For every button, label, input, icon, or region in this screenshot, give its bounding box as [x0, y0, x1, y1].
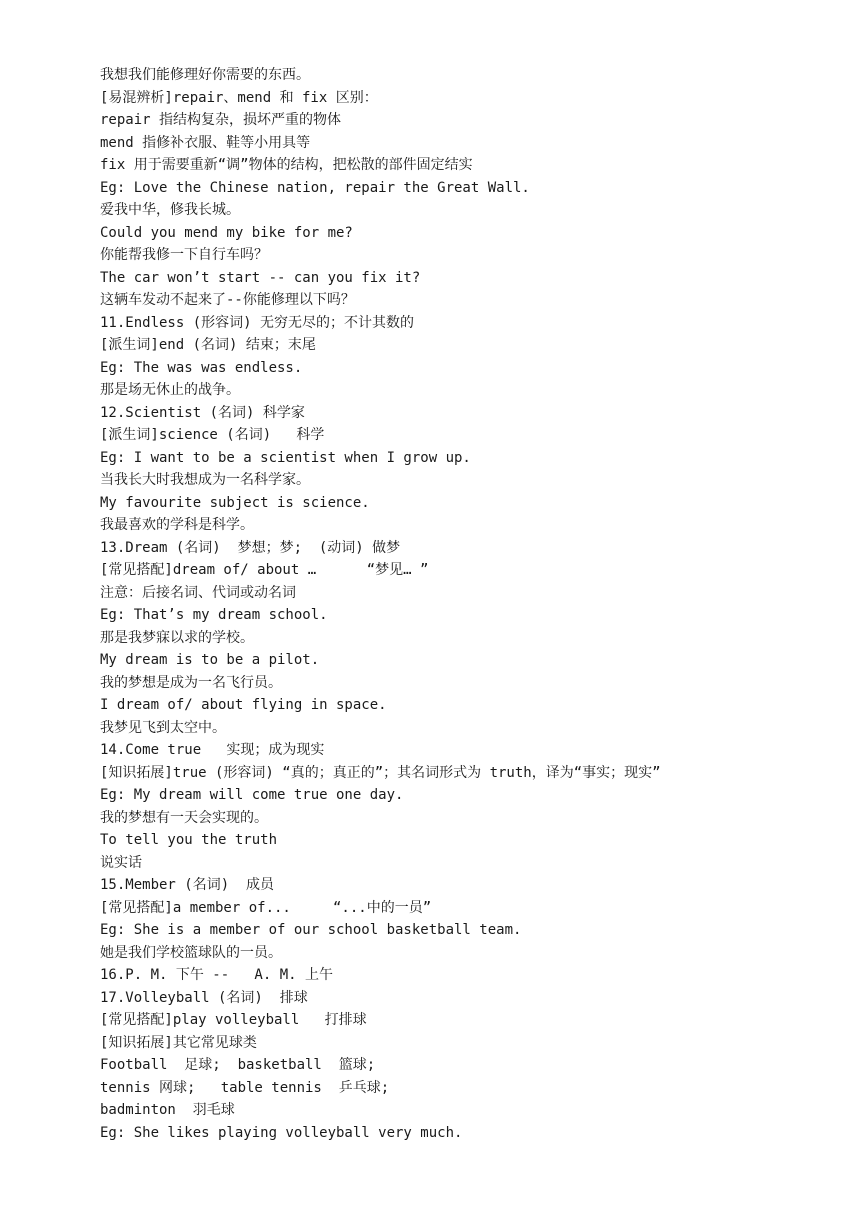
text-line: 15.Member (名词) 成员 [100, 877, 275, 893]
text-line: Eg: I want to be a scientist when I grow up. [100, 449, 471, 466]
text-line: [常见搭配]a member of... “...中的一员” [100, 899, 432, 916]
text-line: tennis 网球; table tennis 乒乓球; [100, 1079, 390, 1096]
text-line: Football 足球; basketball 篮球; [100, 1057, 376, 1073]
text-line: 那是场无休止的战争。 [100, 382, 240, 398]
text-line: My favourite subject is science. [100, 494, 370, 511]
text-line: The car won’t start -- can you fix it? [100, 269, 421, 286]
text-line: 我的梦想有一天会实现的。 [100, 809, 268, 826]
text-line: 12.Scientist (名词) 科学家 [100, 404, 305, 421]
text-line: 注意：后接名词、代词或动名词 [100, 584, 296, 601]
text-line: [常见搭配]play volleyball 打排球 [100, 1012, 367, 1028]
text-line: I dream of/ about flying in space. [100, 697, 387, 713]
text-line: 我的梦想是成为一名飞行员。 [100, 674, 282, 691]
text-line: repair 指结构复杂，损坏严重的物体 [100, 112, 342, 128]
text-line: 你能帮我修一下自行车吗？ [100, 247, 268, 263]
text-line: mend 指修补衣服、鞋等小用具等 [100, 134, 311, 151]
text-line: [派生词]science (名词) 科学 [100, 427, 325, 443]
text-line: badminton 羽毛球 [100, 1102, 235, 1118]
text-line: 11.Endless (形容词) 无穷无尽的；不计其数的 [100, 314, 415, 331]
text-line: 17.Volleyball (名词) 排球 [100, 989, 308, 1006]
text-line: [易混辨析]repair、mend 和 fix 区别： [100, 89, 378, 106]
text-line: 我想我们能修理好你需要的东西。 [100, 67, 310, 83]
text-line: 当我长大时我想成为一名科学家。 [100, 472, 310, 488]
text-line: [知识拓展]其它常见球类 [100, 1034, 257, 1051]
text-line: [知识拓展]true (形容词) “真的；真正的”；其名词形式为 truth，译为“事实；现实” [100, 764, 661, 781]
text-line: 我梦见飞到太空中。 [100, 719, 226, 736]
text-line: [常见搭配]dream of/ about … “梦见… ” [100, 562, 429, 578]
text-line: 13.Dream (名词) 梦想；梦; (动词) 做梦 [100, 539, 401, 556]
text-line: Eg: She likes playing volleyball very much. [100, 1124, 463, 1141]
text-line: To tell you the truth [100, 832, 278, 848]
text-line: [派生词]end (名词) 结束；末尾 [100, 337, 316, 353]
text-line: 这辆车发动不起来了--你能修理以下吗？ [100, 292, 355, 308]
text-line: fix 用于需要重新“调”物体的结构，把松散的部件固定结实 [100, 157, 473, 173]
text-line: Eg: That’s my dream school. [100, 607, 328, 623]
text-line: 那是我梦寐以求的学校。 [100, 629, 254, 646]
text-line: 爱我中华，修我长城。 [100, 202, 240, 218]
text-line: 14.Come true 实现；成为现实 [100, 742, 325, 758]
text-line: 她是我们学校篮球队的一员。 [100, 944, 282, 961]
document-body [100, 64, 800, 1144]
text-line: Could you mend my bike for me? [100, 224, 353, 241]
text-line: 说实话 [100, 854, 142, 871]
text-line: Eg: My dream will come true one day. [100, 787, 404, 803]
text-line: Eg: She is a member of our school basketball team. [100, 922, 522, 938]
text-line: My dream is to be a pilot. [100, 652, 320, 668]
text-line: 16.P. M. 下午 -- A. M. 上午 [100, 967, 334, 983]
text-line: 我最喜欢的学科是科学。 [100, 517, 254, 533]
text-line: Eg: The was was endless. [100, 359, 303, 376]
text-line: Eg: Love the Chinese nation, repair the Great Wall. [100, 179, 530, 196]
